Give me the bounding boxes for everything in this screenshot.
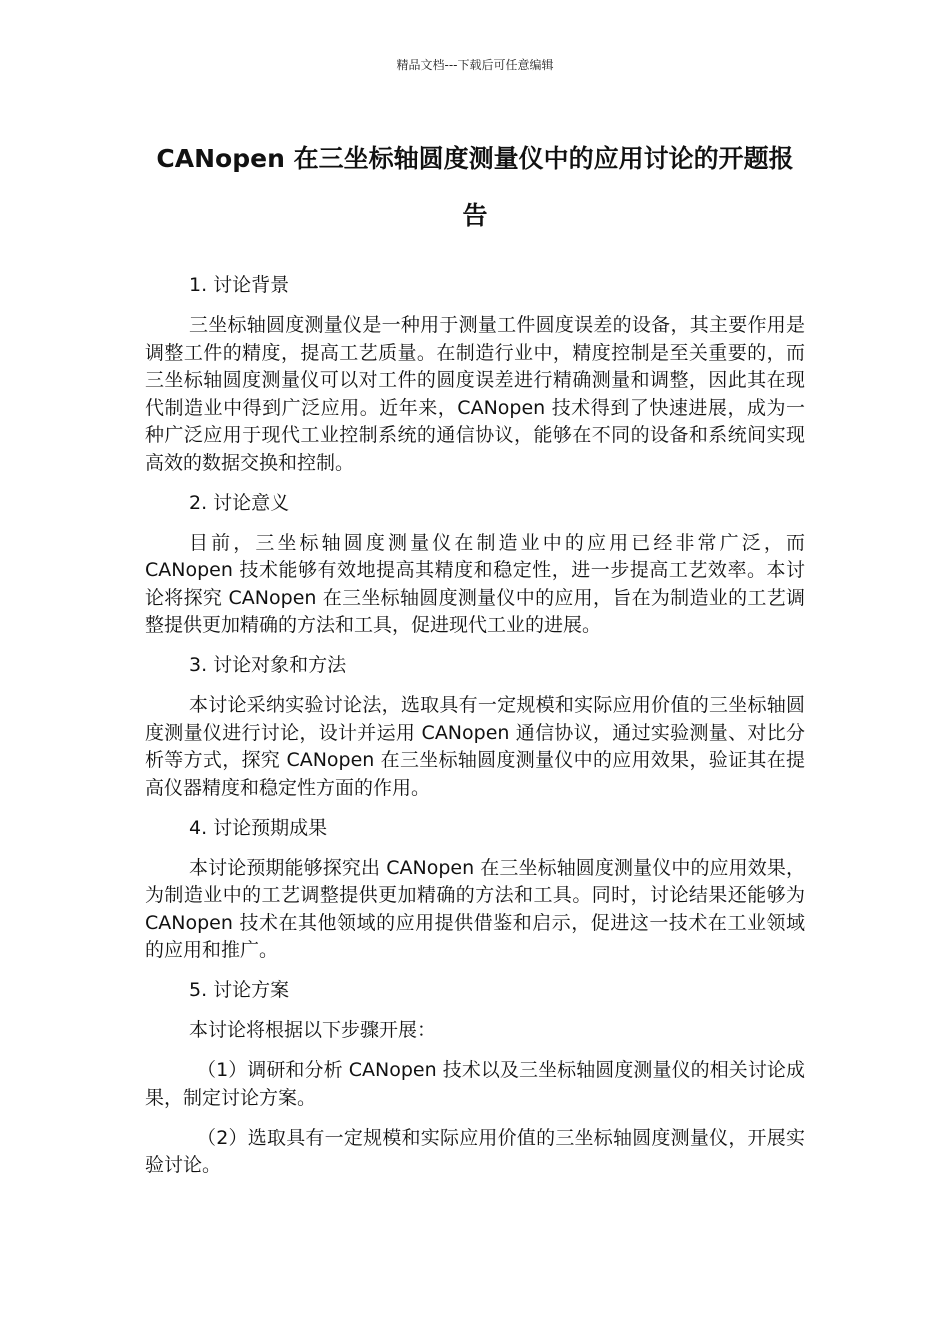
section-heading-outcomes: 4. 讨论预期成果 xyxy=(189,816,328,839)
plan-step-1: （1）调研和分析 CANopen 技术以及三坐标轴圆度测量仪的相关讨论成果，制定讨论方案。 xyxy=(145,1059,805,1109)
page-header-note: 精品文档---下载后可任意编辑 xyxy=(396,58,554,72)
section-heading-method: 3. 讨论对象和方法 xyxy=(189,654,347,676)
document-title: CANopen 在三坐标轴圆度测量仪中的应用讨论的开题报告 xyxy=(156,144,794,230)
document-body xyxy=(145,272,805,1192)
section-heading-significance: 2. 讨论意义 xyxy=(189,491,290,514)
section-paragraph-background: 三坐标轴圆度测量仪是一种用于测量工件圆度误差的设备，其主要作用是调整工件的精度，提高工艺质量。在制造行业中，精度控制是至关重要的，而三坐标轴圆度测量仪可以对工件的圆度误差进行精确测量和调整，因此其在现代制造业中得到广泛应用。近年来，CANopen 技术得到了快速进展，成为一种广泛应用于现代工业控制系统的通信协议，能够在不同的设备和系统间实现高效的数据交换和控制。 xyxy=(145,314,805,474)
section-paragraph-outcomes: 本讨论预期能够探究出 CANopen 在三坐标轴圆度测量仪中的应用效果，为制造业中的工艺调整提供更加精确的方法和工具。同时，讨论结果还能够为 CANopen 技术在其他领域的应用提供借鉴和启示，促进这一技术在工业领域的应用和推广。 xyxy=(145,856,805,961)
section-paragraph-significance: 目前，三坐标轴圆度测量仪在制造业中的应用已经非常广泛，而 CANopen 技术能够有效地提高其精度和稳定性，进一步提高工艺效率。本讨论将探究 CANopen 在三坐标轴圆度测量仪中的应用，旨在为制造业的工艺调整提供更加精确的方法和工具，促进现代工业的进展。 xyxy=(145,531,805,636)
section-paragraph-plan: 本讨论将根据以下步骤开展： xyxy=(189,1019,437,1041)
plan-step-2: （2）选取具有一定规模和实际应用价值的三坐标轴圆度测量仪，开展实验讨论。 xyxy=(145,1126,805,1176)
section-paragraph-method: 本讨论采纳实验讨论法，选取具有一定规模和实际应用价值的三坐标轴圆度测量仪进行讨论，设计并运用 CANopen 通信协议，通过实验测量、对比分析等方式，探究 CANopen 在三坐标轴圆度测量仪中的应用效果，验证其在提高仪器精度和稳定性方面的作用。 xyxy=(145,694,805,799)
section-heading-plan: 5. 讨论方案 xyxy=(189,979,290,1001)
section-heading-background: 1. 讨论背景 xyxy=(189,274,290,296)
